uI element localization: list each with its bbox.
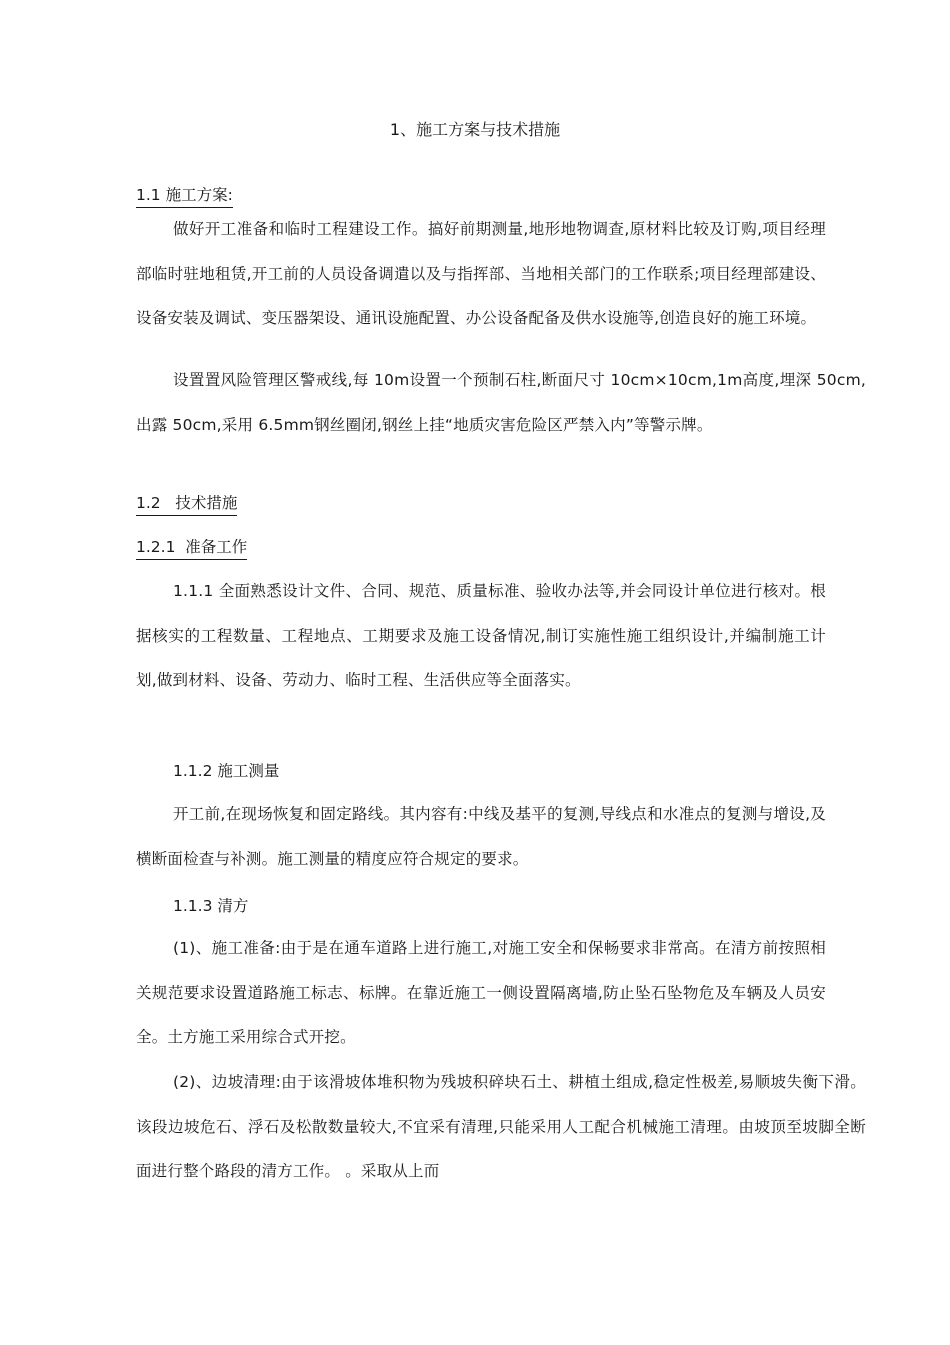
paragraph-construction-prep: (1)、施工准备:由于是在通车道路上进行施工,对施工安全和保畅要求非常高。在清方前按照相关规范要求设置道路施工标志、标牌。在靠近施工一侧设置隔离墙,防止坠石坠物危及车辆及人员安全。土方施工采用综合式开挖。 — [136, 939, 826, 1047]
paragraph-slope-cleanup: (2)、边坡清理:由于该滑坡体堆积物为残坡积碎块石土、耕植土组成,稳定性极差,易顺坡失衡下滑。该段边坡危石、浮石及松散数量较大,不宜采有清理,只能采用人工配合机械施工清理。由坡顶至坡脚全断面进行整个路段的清方工作。 。采取从上而 — [136, 1073, 866, 1181]
subheading-1-1-2: 1.1.2 施工测量 — [173, 762, 280, 780]
heading-1-2-1: 1.2.1 准备工作 — [136, 536, 247, 560]
paragraph-preparation: 做好开工准备和临时工程建设工作。搞好前期测量,地形地物调查,原材料比较及订购,项目经理部临时驻地租赁,开工前的人员设备调遣以及与指挥部、当地相关部门的工作联系;项目经理部建设、设备安装及调试、变压器架设、通讯设施配置、办公设备配备及供水设施等,创造良好的施工环境。 — [136, 220, 826, 328]
heading-1-2: 1.2 技术措施 — [136, 492, 237, 516]
paragraph-survey: 开工前,在现场恢复和固定路线。其内容有:中线及基平的复测,导线点和水准点的复测与增设,及横断面检查与补测。施工测量的精度应符合规定的要求。 — [136, 805, 826, 868]
paragraph-1-1-1: 1.1.1 全面熟悉设计文件、合同、规范、质量标准、验收办法等,并会同设计单位进行核对。根据核实的工程数量、工程地点、工期要求及施工设备情况,制订实施性施工组织设计,并编制施工计划,做到材料、设备、劳动力、临时工程、生活供应等全面落实。 — [136, 582, 826, 690]
subheading-1-1-3: 1.1.3 清方 — [173, 897, 249, 915]
heading-1-1: 1.1 施工方案: — [136, 184, 233, 208]
document-title: 1、施工方案与技术措施 — [389, 120, 561, 139]
paragraph-warning-line: 设置置风险管理区警戒线,每 10m设置一个预制石柱,断面尺寸 10cm×10cm,1m高度,埋深 50cm,出露 50cm,采用 6.5mm钢丝圈闭,钢丝上挂“地质灾害危险区严禁入内”等警示牌。 — [136, 371, 866, 434]
